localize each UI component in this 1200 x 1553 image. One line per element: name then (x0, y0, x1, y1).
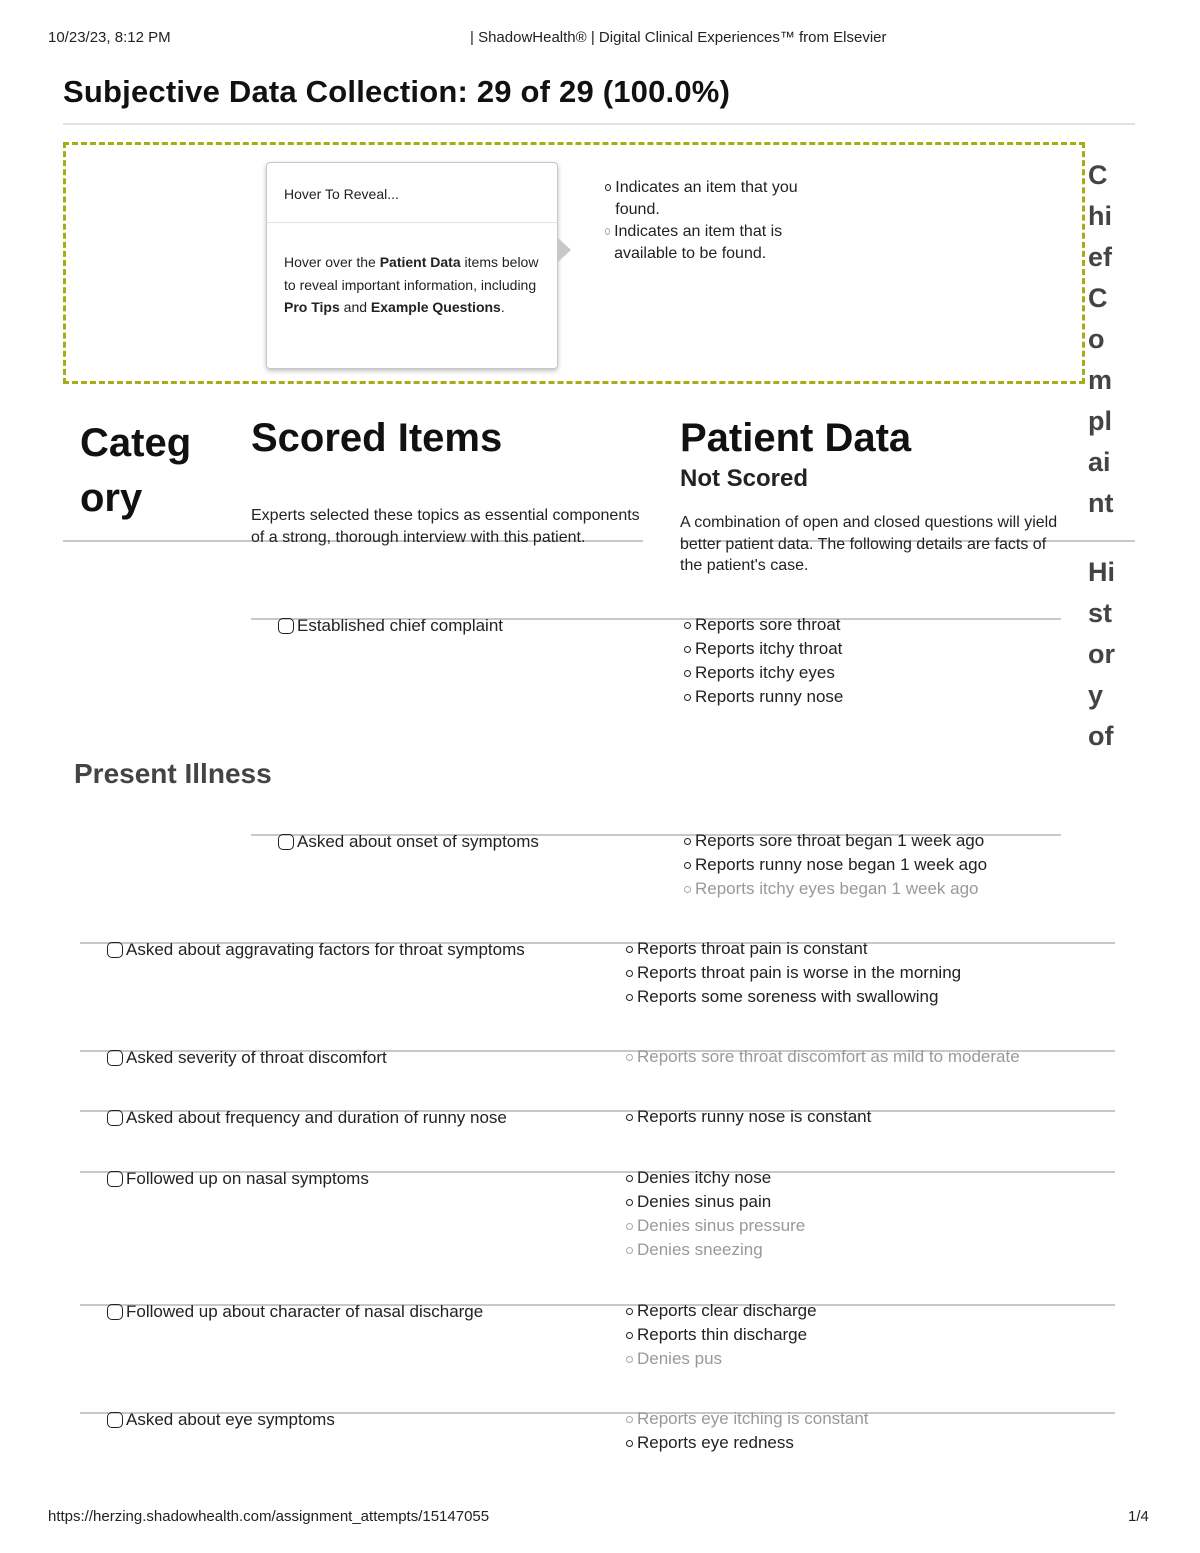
side-column-fragment: ef (1088, 242, 1113, 272)
patient-data-text: Reports sore throat (695, 615, 841, 634)
legend-key (604, 177, 814, 265)
available-dot-icon (605, 228, 610, 235)
patient-data-found[interactable] (625, 1299, 817, 1323)
available-dot-icon (626, 1247, 633, 1254)
patient-data-text: Reports eye redness (637, 1433, 794, 1452)
found-dot-icon (626, 1308, 633, 1315)
legend-found-entry: Indicates an item that you found. (604, 177, 814, 221)
found-dot-icon (626, 1332, 633, 1339)
patient-data-found[interactable] (625, 1166, 805, 1190)
found-dot-icon (626, 994, 633, 1001)
patient-data-list (683, 613, 843, 709)
patient-data-list (625, 1045, 1020, 1069)
hover-tooltip-card (266, 162, 558, 369)
patient-data-list (625, 937, 961, 1009)
patient-data-found[interactable] (625, 937, 961, 961)
patient-data-found[interactable] (683, 613, 843, 637)
print-url[interactable]: https://herzing.shadowhealth.com/assignment_attempts/15147055 (48, 1508, 490, 1525)
patient-data-text: Reports runny nose is constant (637, 1107, 872, 1126)
side-column-fragment: pl (1088, 406, 1112, 436)
patient-data-available[interactable] (625, 1238, 805, 1262)
checkbox-icon (107, 1412, 123, 1428)
legend-available-entry: Indicates an item that is available to be found. (604, 221, 814, 265)
side-column-fragment: C (1088, 283, 1108, 313)
side-column-fragment: of (1088, 721, 1114, 751)
checkbox-icon (107, 942, 123, 958)
patient-data-available[interactable] (625, 1045, 1020, 1069)
scored-item-label: Asked about eye symptoms (126, 1410, 335, 1429)
patient-data-description: A combination of open and closed questions will yield better patient data. The following details are facts of the patient's case. (680, 514, 1058, 574)
side-column-fragment: nt (1088, 488, 1114, 518)
available-dot-icon (626, 1054, 633, 1061)
scored-item-label: Asked about frequency and duration of runny nose (126, 1108, 507, 1127)
scored-item[interactable] (107, 1048, 387, 1068)
patient-data-list (625, 1407, 869, 1455)
patient-data-text: Denies pus (637, 1349, 723, 1368)
patient-data-text: Denies sinus pressure (637, 1216, 806, 1235)
side-column-fragment: y (1088, 680, 1104, 710)
patient-data-text: Reports runny nose (695, 687, 844, 706)
patient-data-available[interactable] (625, 1347, 817, 1371)
scored-item[interactable] (278, 616, 503, 636)
side-column-fragment: Hi (1088, 557, 1115, 587)
scored-item-label: Followed up about character of nasal discharge (126, 1302, 484, 1321)
patient-data-found[interactable] (625, 1323, 817, 1347)
patient-data-available[interactable] (683, 877, 987, 901)
patient-data-list (625, 1105, 871, 1129)
patient-data-text: Denies sinus pain (637, 1192, 772, 1211)
found-dot-icon (626, 1114, 633, 1121)
side-column-fragment: o (1088, 324, 1105, 354)
scored-item-label: Established chief complaint (297, 616, 504, 635)
scored-item[interactable] (107, 1410, 335, 1430)
patient-data-found[interactable] (625, 985, 961, 1009)
column-header-scored-items: Scored Items (251, 416, 503, 460)
patient-data-found[interactable] (683, 661, 843, 685)
patient-data-found[interactable] (625, 1431, 869, 1455)
scored-item[interactable] (107, 1302, 483, 1322)
patient-data-text: Denies itchy nose (637, 1168, 772, 1187)
patient-data-text: Reports itchy eyes (695, 663, 835, 682)
side-column-fragment: m (1088, 365, 1113, 395)
found-dot-icon (626, 970, 633, 977)
print-date: 10/23/23, 8:12 PM (48, 29, 171, 46)
checkbox-icon (107, 1050, 123, 1066)
patient-data-list (625, 1166, 805, 1262)
patient-data-text: Denies sneezing (637, 1240, 763, 1259)
side-column-gap (1088, 524, 1136, 552)
checkbox-icon (107, 1304, 123, 1320)
patient-data-text: Reports itchy eyes began 1 week ago (695, 879, 979, 898)
legend-panel (63, 142, 1085, 384)
scored-item[interactable] (107, 1169, 369, 1189)
found-dot-icon (626, 1199, 633, 1206)
title-divider (63, 123, 1135, 125)
patient-data-text: Reports eye itching is constant (637, 1409, 869, 1428)
patient-data-found[interactable] (683, 637, 843, 661)
tooltip-body: Hover over the Patient Data items below to reveal important information, including Pro Tips and Example Questions. (284, 254, 539, 315)
scored-item-label: Asked about aggravating factors for throat symptoms (126, 940, 525, 959)
found-dot-icon (684, 646, 691, 653)
patient-data-available[interactable] (625, 1214, 805, 1238)
found-dot-icon (684, 694, 691, 701)
patient-data-found[interactable] (625, 961, 961, 985)
scored-item[interactable] (107, 940, 525, 960)
tooltip-pointer-icon (558, 238, 571, 262)
patient-data-text: Reports clear discharge (637, 1301, 817, 1320)
checkbox-icon (107, 1171, 123, 1187)
patient-data-list (683, 829, 987, 901)
patient-data-text: Reports sore throat discomfort as mild to moderate (637, 1047, 1020, 1066)
scored-items-description: Experts selected these topics as essential components of a strong, thorough interview with this patient. (251, 507, 640, 546)
checkbox-icon (278, 618, 294, 634)
patient-data-found[interactable] (625, 1190, 805, 1214)
not-scored-label: Not Scored (680, 465, 809, 492)
scored-item-label: Followed up on nasal symptoms (126, 1169, 369, 1188)
checkbox-icon (107, 1110, 123, 1126)
side-category-column (1088, 155, 1136, 757)
patient-data-found[interactable] (683, 829, 987, 853)
scored-item-label: Asked about onset of symptoms (297, 832, 539, 851)
available-dot-icon (626, 1223, 633, 1230)
available-dot-icon (626, 1356, 633, 1363)
print-page-title: | ShadowHealth® | Digital Clinical Experiences™ from Elsevier (470, 29, 887, 46)
side-column-fragment: hi (1088, 201, 1112, 231)
side-column-fragment: or (1088, 639, 1115, 669)
found-dot-icon (626, 946, 633, 953)
patient-data-list (625, 1299, 817, 1371)
available-dot-icon (626, 1416, 633, 1423)
found-dot-icon (684, 670, 691, 677)
found-dot-icon (684, 838, 691, 845)
patient-data-text: Reports sore throat began 1 week ago (695, 831, 985, 850)
patient-data-text: Reports thin discharge (637, 1325, 808, 1344)
checkbox-icon (278, 834, 294, 850)
found-dot-icon (605, 184, 611, 191)
patient-data-text: Reports throat pain is constant (637, 939, 868, 958)
available-dot-icon (684, 886, 691, 893)
page-title: Subjective Data Collection: 29 of 29 (100.0%) (63, 74, 731, 109)
scored-item[interactable] (107, 1108, 507, 1128)
print-page-number: 1/4 (1128, 1508, 1149, 1525)
found-dot-icon (684, 622, 691, 629)
column-header-category: Categ ory (80, 421, 192, 520)
patient-data-found[interactable] (625, 1105, 871, 1129)
patient-data-found[interactable] (683, 685, 843, 709)
patient-data-available[interactable] (625, 1407, 869, 1431)
side-column-fragment: C (1088, 160, 1108, 190)
column-header-patient-data: Patient Data (680, 416, 912, 460)
patient-data-text: Reports runny nose began 1 week ago (695, 855, 988, 874)
patient-data-text: Reports some soreness with swallowing (637, 987, 939, 1006)
patient-data-found[interactable] (683, 853, 987, 877)
found-dot-icon (626, 1440, 633, 1447)
side-column-fragment: ai (1088, 447, 1111, 477)
tooltip-divider (267, 222, 557, 223)
section-title-present-illness: Present Illness (74, 758, 272, 789)
tooltip-heading: Hover To Reveal... (284, 186, 399, 202)
found-dot-icon (626, 1175, 633, 1182)
side-column-fragment: st (1088, 598, 1113, 628)
scored-item[interactable] (278, 832, 539, 852)
patient-data-text: Reports throat pain is worse in the morning (637, 963, 962, 982)
found-dot-icon (684, 862, 691, 869)
scored-item-label: Asked severity of throat discomfort (126, 1048, 387, 1067)
patient-data-text: Reports itchy throat (695, 639, 843, 658)
